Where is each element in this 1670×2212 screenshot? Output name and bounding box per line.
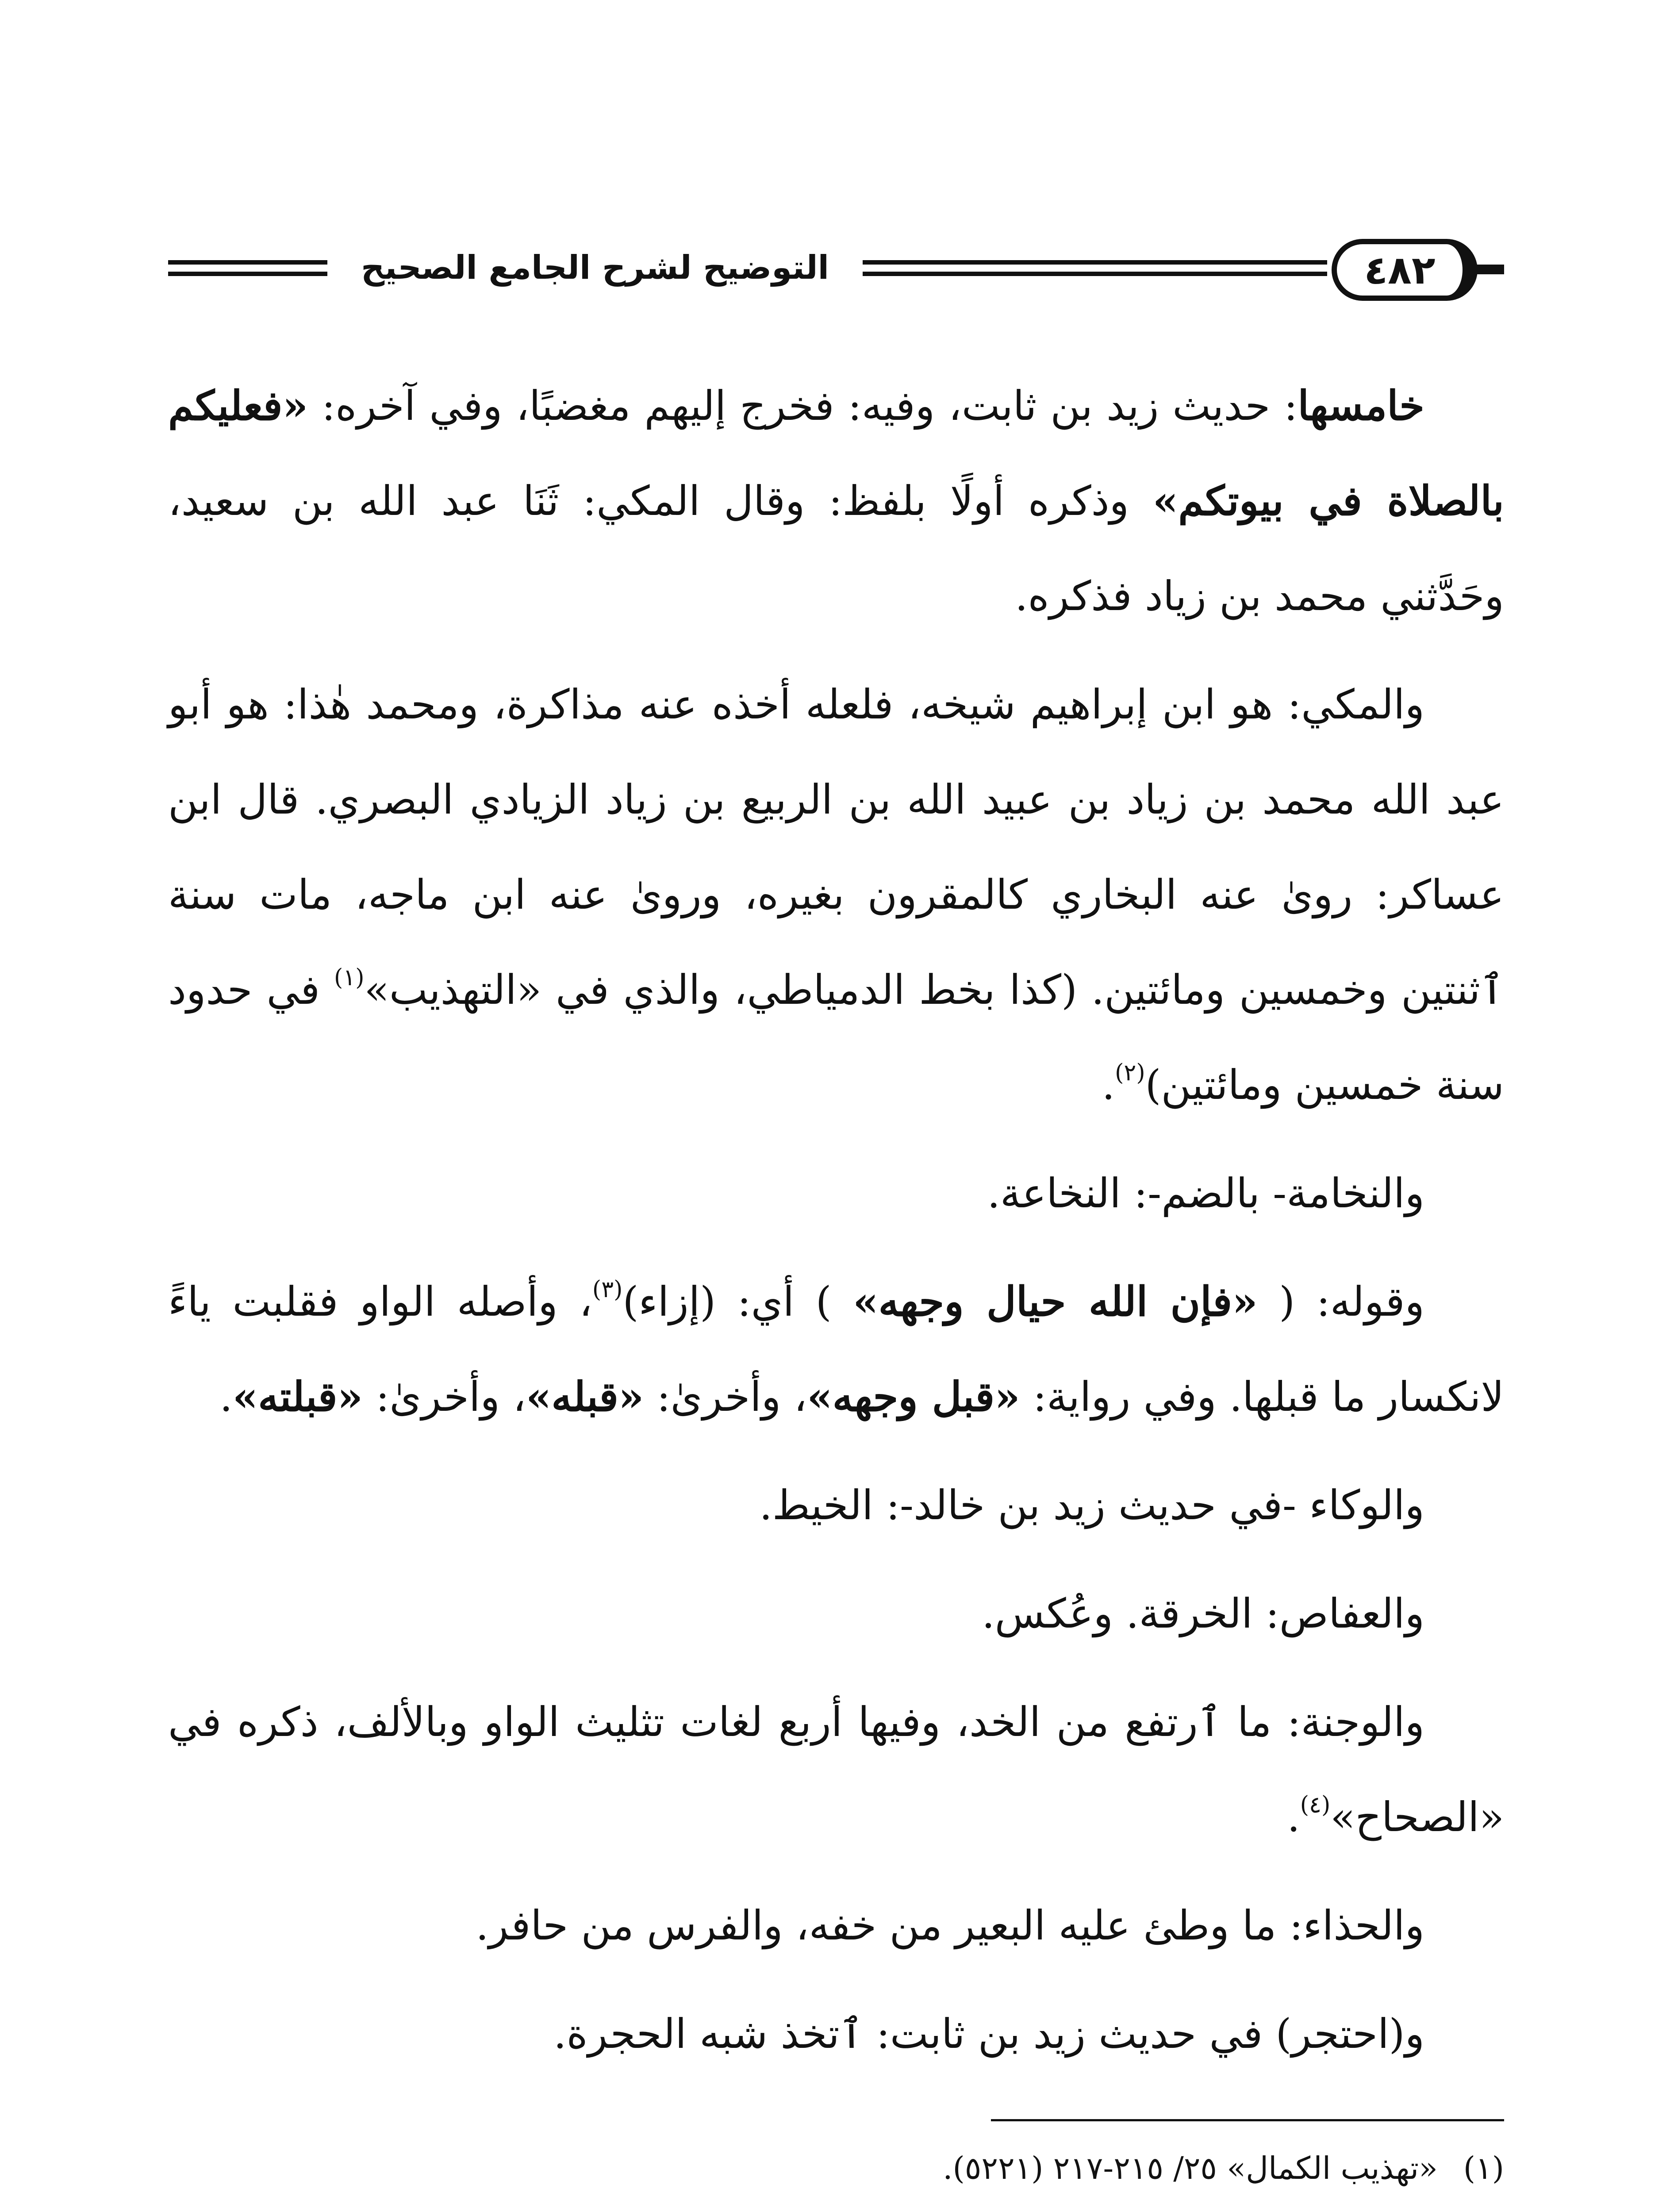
- text-run: ، وأخرىٰ:: [363, 1373, 526, 1421]
- paragraph-6: والعفاص: الخرقة. وعُكس.: [982, 1590, 1424, 1637]
- footnote-ref-1[interactable]: (١): [334, 964, 365, 991]
- footnote-ref-2[interactable]: (٢): [1115, 1060, 1145, 1086]
- footnote-separator: [991, 2119, 1504, 2121]
- text-run: في حدود سنة خمسين ومائتين): [168, 966, 1504, 1109]
- paragraph-7: [168, 1674, 1504, 1865]
- footnote-number: (١): [1463, 2150, 1504, 2186]
- footnote-text: «تهذيب الكمال» ٢٥/ ٢١٥-٢١٧ (٥٢٢١).: [943, 2150, 1438, 2186]
- text-run: ، وأصله الواو فقلبت ياءً لانكسار ما قبلها. وفي رواية:: [168, 1278, 1504, 1421]
- running-title: التوضيح لشرح الجامع الصحيح: [361, 249, 829, 287]
- paragraph-5: والوكاء -في حديث زيد بن خالد-: الخيط.: [759, 1482, 1424, 1529]
- text-run: ) أي: (إزاء): [622, 1278, 853, 1325]
- text-run: : حديث زيد بن ثابت، وفيه: فخرج إليهم مغضبًا، وفي آخره:: [308, 382, 1298, 430]
- footnote-number: [1438, 2200, 1504, 2212]
- text-run: .: [219, 1373, 233, 1421]
- bold-quote: «فعليكم بالصلاة في بيوتكم»: [168, 382, 1504, 525]
- footnote-ref-4[interactable]: (٤): [1300, 1792, 1331, 1818]
- page-number: ٤٨٢: [1364, 247, 1436, 293]
- paragraph-3: والنخامة- بالضم-: النخاعة.: [987, 1170, 1424, 1217]
- paragraph-lead: خامسها: [1298, 382, 1425, 430]
- text-run: .: [1287, 1793, 1300, 1841]
- text-run: والمكي: هو ابن إبراهيم شيخه، فلعله أخذه عنه مذاكرة، ومحمد هٰذا: هو أبو عبد الله محمد بن زياد بن عبيد الله بن الربيع بن زياد الزيادي البصري. قال ابن عساكر: روىٰ عنه البخاري كالمقرون بغيره، وروىٰ عنه ابن ماجه، مات سنة ٱثنتين وخمسين ومائتين. (كذا بخط الدمياطي، والذي في «التهذيب»: [168, 681, 1504, 1014]
- paragraph-2: [168, 657, 1504, 1133]
- footnote-ref-3[interactable]: (٣): [592, 1276, 623, 1303]
- text-run: وذكره أولًا بلفظ: وقال المكي: ثَنَا عبد الله بن سعيد، وحَدَّثني محمد بن زياد فذكره.: [168, 477, 1504, 620]
- bold-quote: «فإن الله حيال وجهه»: [853, 1278, 1258, 1325]
- paragraph-1: [168, 358, 1504, 644]
- footnotes: [168, 2137, 1504, 2212]
- footnote-text: [168, 2200, 1438, 2212]
- paragraph-8: والحذاء: ما وطئ عليه البعير من خفه، والفرس من حافر.: [476, 1902, 1424, 1949]
- footnote-item: [168, 2137, 1504, 2200]
- paragraph-9: و(احتجر) في حديث زيد بن ثابت: ٱتخذ شبه الحجرة.: [553, 2010, 1424, 2058]
- header-double-rule-right: [863, 260, 1327, 276]
- header-double-rule-left: [168, 260, 327, 276]
- text-run: .: [1102, 1061, 1115, 1109]
- text-run: وقوله: (: [1257, 1278, 1424, 1325]
- page-number-badge: [1332, 239, 1478, 301]
- main-text: [168, 358, 1504, 2095]
- running-header: [168, 239, 1504, 310]
- bold-quote: «قبله»: [526, 1373, 644, 1421]
- text-run: ، وأخرىٰ:: [644, 1373, 807, 1421]
- footnote-item: [168, 2200, 1504, 2212]
- paragraph-4: [168, 1254, 1504, 1444]
- bold-quote: «قبلته»: [232, 1373, 363, 1421]
- text-run: والوجنة: ما ٱرتفع من الخد، وفيها أربع لغات تثليث الواو وبالألف، ذكره في «الصحاح»: [168, 1698, 1504, 1841]
- bold-quote: «قبل وجهه»: [807, 1373, 1020, 1421]
